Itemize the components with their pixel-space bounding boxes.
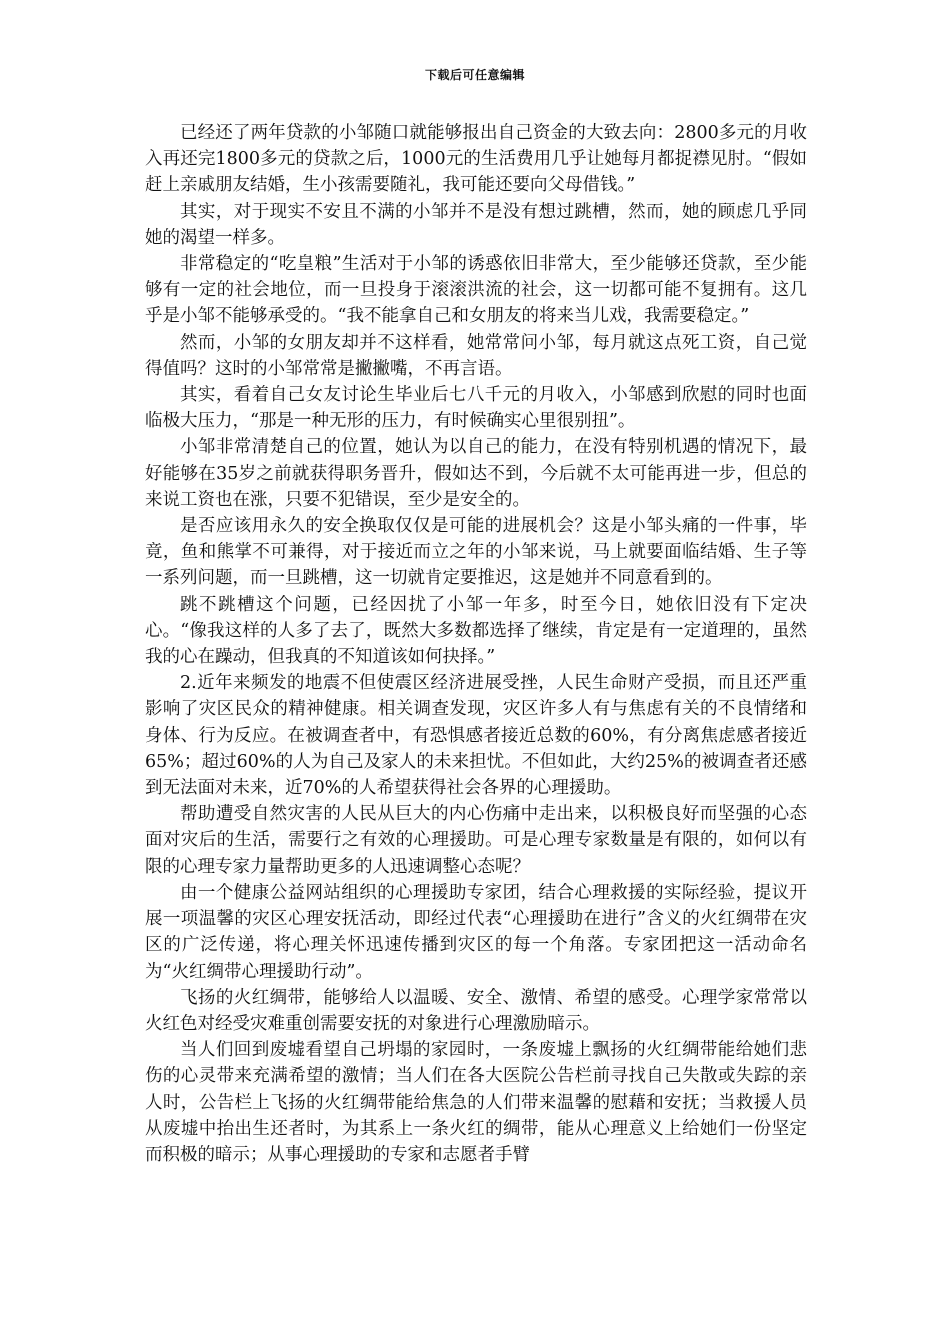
paragraph: 帮助遭受自然灾害的人民从巨大的内心伤痛中走出来，以积极良好而坚强的心态面对灾后的生活，需要行之有效的心理援助。可是心理专家数量是有限的，如何以有限的心理专家力量帮助更多的人迅速调整心态呢？	[145, 804, 807, 877]
paragraph: 2.近年来频发的地震不但使震区经济进展受挫，人民生命财产受损，而且还严重影响了灾区民众的精神健康。相关调查发现，灾区许多人有与焦虑有关的不良情绪和身体、行为反应。在被调查者中，有恐惧感者接近总数的60%，有分离焦虑感者接近65%；超过60%的人为自己及家人的未来担忧。不但如此，大约25%的被调查者还感到无法面对未来，近70%的人希望获得社会各界的心理援助。	[145, 673, 807, 799]
paragraph: 小邹非常清楚自己的位置，她认为以自己的能力，在没有特别机遇的情况下，最好能够在35岁之前就获得职务晋升，假如达不到，今后就不太可能再进一步，但总的来说工资也在涨，只要不犯错误，至少是安全的。	[145, 437, 807, 510]
paragraph: 由一个健康公益网站组织的心理援助专家团，结合心理救援的实际经验，提议开展一项温馨的灾区心理安抚活动，即经过代表“心理援助在进行”含义的火红绸带在灾区的广泛传递，将心理关怀迅速传播到灾区的每一个角落。专家团把这一活动命名为“火红绸带心理援助行动”。	[145, 882, 807, 982]
paragraph: 非常稳定的“吃皇粮”生活对于小邹的诱惑依旧非常大，至少能够还贷款，至少能够有一定的社会地位，而一旦投身于滚滚洪流的社会，这一切都可能不复拥有。这几乎是小邹不能够承受的。“我不能拿自己和女朋友的将来当儿戏，我需要稳定。”	[145, 254, 807, 327]
paragraph: 当人们回到废墟看望自己坍塌的家园时，一条废墟上飘扬的火红绸带能给她们悲伤的心灵带来充满希望的激情；当人们在各大医院公告栏前寻找自己失散或失踪的亲人时，公告栏上飞扬的火红绸带能给焦急的人们带来温馨的慰藉和安抚；当救援人员从废墟中抬出生还者时，为其系上一条火红的绸带，能从心理意义上给她们一份坚定而积极的暗示；从事心理援助的专家和志愿者手臂	[145, 1040, 807, 1165]
header-note: 下载后可任意编辑	[424, 68, 525, 82]
paragraph: 其实，对于现实不安且不满的小邹并不是没有想过跳槽，然而，她的顾虑几乎同她的渴望一样多。	[145, 201, 807, 248]
paragraph: 跳不跳槽这个问题，已经因扰了小邹一年多，时至今日，她依旧没有下定决心。“像我这样的人多了去了，既然大多数都选择了继续，肯定是有一定道理的，虽然我的心在躁动，但我真的不知道该如何抉择。”	[145, 594, 807, 668]
paragraph: 飞扬的火红绸带，能够给人以温暖、安全、激情、希望的感受。心理学家常常以火红色对经受灾难重创需要安抚的对象进行心理激励暗示。	[145, 987, 807, 1034]
paragraph: 已经还了两年贷款的小邹随口就能够报出自己资金的大致去向：2800多元的月收入再还完1800多元的贷款之后，1000元的生活费用几乎让她每月都捉襟见肘。“假如赶上亲戚朋友结婚，生小孩需要随礼，我可能还要向父母借钱。”	[145, 123, 807, 196]
paragraph: 是否应该用永久的安全换取仅仅是可能的进展机会？这是小邹头痛的一件事，毕竟，鱼和熊掌不可兼得，对于接近而立之年的小邹来说，马上就要面临结婚、生子等一系列问题，而一旦跳槽，这一切就肯定要推迟，这是她并不同意看到的。	[145, 516, 807, 589]
paragraph: 其实，看着自己女友讨论生毕业后七八千元的月收入，小邹感到欣慰的同时也面临极大压力，“那是一种无形的压力，有时候确实心里很别扭”。	[145, 385, 807, 432]
paragraph: 然而，小邹的女朋友却并不这样看，她常常问小邹，每月就这点死工资，自己觉得值吗？这时的小邹常常是撇撇嘴，不再言语。	[145, 332, 807, 379]
body-text	[145, 120, 807, 1168]
